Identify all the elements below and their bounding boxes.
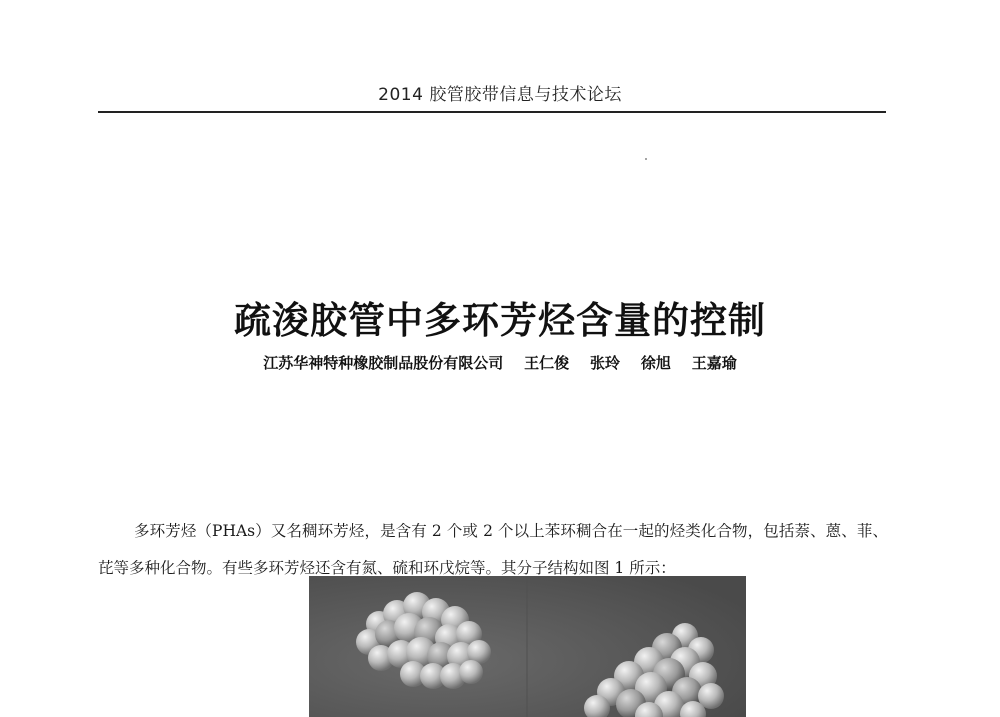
running-header: 2014 胶管胶带信息与技术论坛: [378, 85, 622, 105]
molecular-structure-figure: [309, 576, 746, 717]
scan-speck: [645, 158, 647, 160]
author-affiliation-line: 江苏华神特种橡胶制品股份有限公司 王仁俊 张玲 徐旭 王嘉瑜: [263, 354, 737, 372]
intro-paragraph: 多环芳烃（PHAs）又名稠环芳烃，是含有 2 个或 2 个以上苯环稠合在一起的烃类化合物，包括萘、蒽、菲、芘等多种化合物。有些多环芳烃还含有氮、硫和环戊烷等。其分子结构如图 1 所示：: [98, 521, 888, 577]
molecule-models-illustration: [309, 576, 746, 717]
header-divider: [98, 111, 886, 113]
paper-title: 疏浚胶管中多环芳烃含量的控制: [234, 298, 766, 342]
